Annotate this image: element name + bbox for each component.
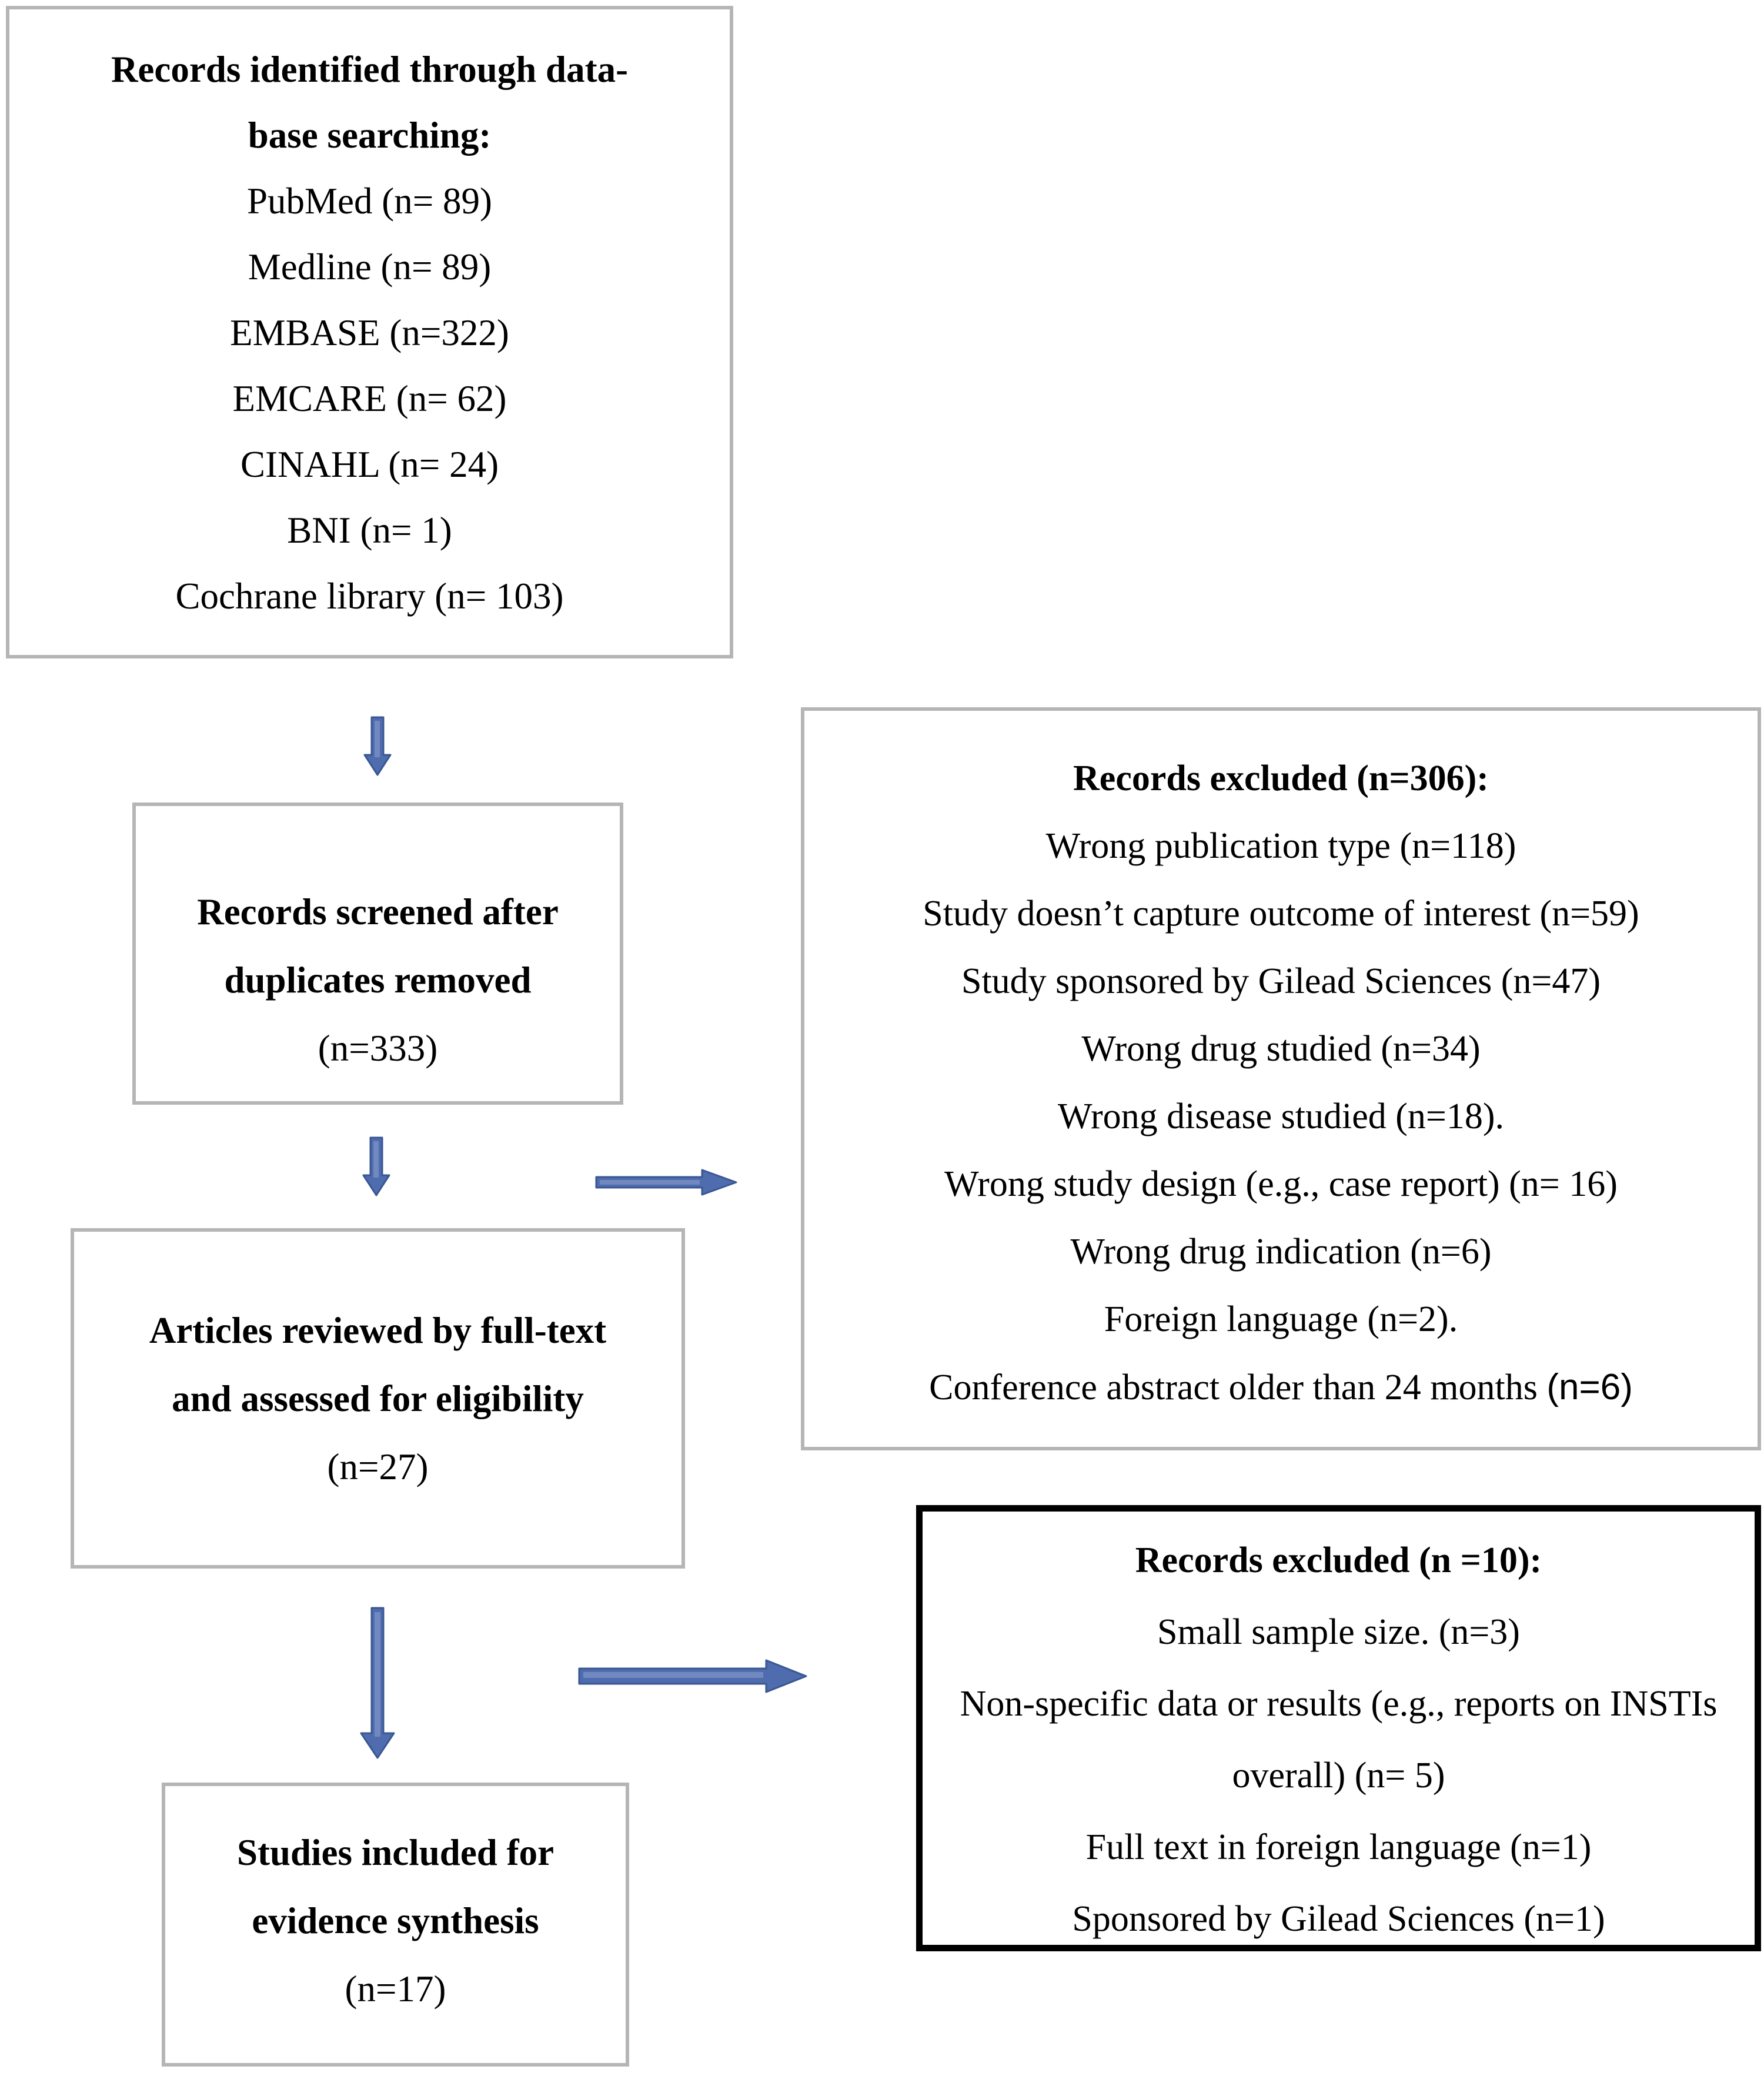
database-list bbox=[9, 168, 730, 629]
box-title-line: Records identified through data- bbox=[111, 49, 629, 90]
list-item: PubMed (n= 89) bbox=[246, 180, 492, 222]
list-item: Conference abstract older than 24 months (n=6) bbox=[929, 1367, 1633, 1407]
exclusion-reason-list bbox=[923, 1596, 1755, 1955]
box-records-identified bbox=[6, 6, 733, 658]
box-title-line: Records screened after bbox=[197, 891, 559, 932]
box-title-line: and assessed for eligibility bbox=[172, 1378, 584, 1419]
box-studies-included bbox=[162, 1783, 629, 2067]
list-item: Foreign language (n=2). bbox=[1104, 1299, 1458, 1339]
box-fulltext-review bbox=[71, 1228, 685, 1569]
list-item: BNI (n= 1) bbox=[287, 510, 452, 551]
box-records-excluded-10 bbox=[916, 1505, 1761, 1951]
list-item: Wrong drug studied (n=34) bbox=[1081, 1029, 1481, 1069]
list-item: Cochrane library (n= 103) bbox=[175, 576, 564, 617]
box-title-line: Studies included for bbox=[236, 1832, 554, 1873]
list-item: Small sample size. (n=3) bbox=[1157, 1612, 1520, 1652]
list-item: Wrong publication type (n=118) bbox=[1045, 826, 1516, 866]
list-item: CINAHL (n= 24) bbox=[240, 444, 499, 485]
box-records-excluded-306 bbox=[801, 707, 1761, 1450]
count-label: (n=27) bbox=[327, 1446, 429, 1487]
box-title: Records excluded (n =10): bbox=[1135, 1540, 1542, 1580]
right-arrow-2 bbox=[578, 1659, 807, 1693]
list-item: Medline (n= 89) bbox=[248, 246, 492, 287]
down-arrow-3 bbox=[360, 1607, 395, 1759]
down-arrow-1 bbox=[363, 716, 392, 776]
list-item: Non-specific data or results (e.g., reports on INSTIs overall) (n= 5) bbox=[960, 1684, 1718, 1796]
box-title-line: evidence synthesis bbox=[252, 1900, 539, 1941]
list-item: Sponsored by Gilead Sciences (n=1) bbox=[1072, 1899, 1605, 1939]
box-title: Records excluded (n=306): bbox=[1073, 758, 1489, 798]
list-item: Study doesn’t capture outcome of interest (n=59) bbox=[923, 894, 1639, 934]
box-title-line: Articles reviewed by full-text bbox=[149, 1310, 607, 1351]
box-title-line: base searching: bbox=[248, 115, 492, 156]
box-records-screened bbox=[132, 803, 623, 1105]
list-item: EMBASE (n=322) bbox=[230, 312, 509, 353]
down-arrow-2 bbox=[362, 1136, 390, 1196]
count-label: (n=333) bbox=[318, 1028, 438, 1069]
list-item: Wrong drug indication (n=6) bbox=[1070, 1232, 1492, 1272]
count-label: (n=17) bbox=[345, 1968, 446, 2010]
box-title-line: duplicates removed bbox=[224, 959, 532, 1001]
list-item: Study sponsored by Gilead Sciences (n=47) bbox=[961, 961, 1601, 1001]
list-item: Full text in foreign language (n=1) bbox=[1085, 1827, 1592, 1867]
list-item: Wrong study design (e.g., case report) (n= 16) bbox=[944, 1164, 1618, 1204]
right-arrow-1 bbox=[595, 1169, 737, 1196]
list-item: Wrong disease studied (n=18). bbox=[1057, 1096, 1505, 1136]
list-item: EMCARE (n= 62) bbox=[232, 378, 507, 419]
exclusion-reason-list bbox=[804, 813, 1758, 1422]
